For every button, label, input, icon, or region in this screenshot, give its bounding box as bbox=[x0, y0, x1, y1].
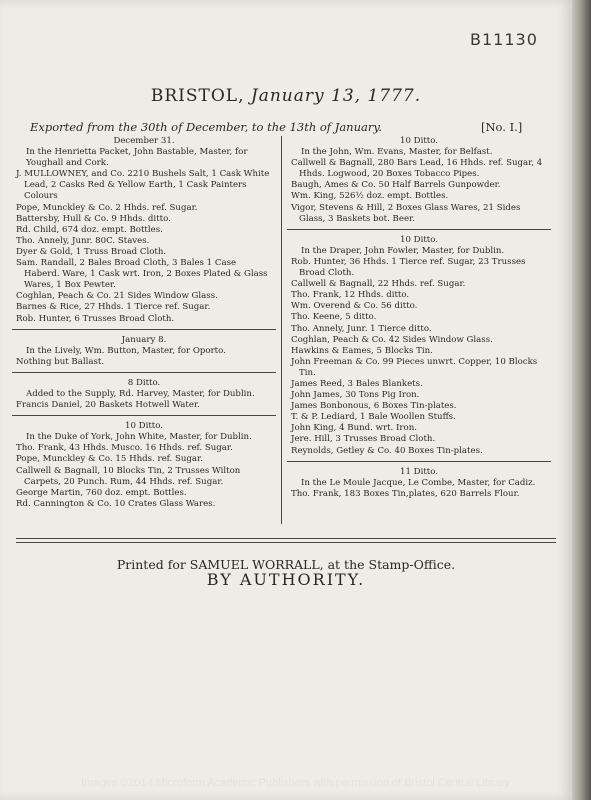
catalogue-mark: B11130 bbox=[470, 30, 538, 49]
section-date: 10 Ditto. bbox=[400, 136, 438, 146]
cargo-entry: Tho. Frank, 12 Hhds. ditto. bbox=[291, 290, 410, 301]
shipment-section bbox=[16, 378, 272, 411]
cargo-entry: Coghlan, Peach & Co. 42 Sides Window Glass. bbox=[291, 334, 493, 345]
cargo-entry: Callwell & Bagnall, 280 Bars Lead, 16 Hhds. ref. Sugar, 4 Hhds. Logwood, 20 Boxes Tobacco Pipes. bbox=[291, 158, 543, 180]
cargo-entry: Hawkins & Eames, 5 Blocks Tin. bbox=[291, 345, 433, 356]
page-subtitle: Exported from the 30th of December, to the 13th of January. bbox=[30, 120, 382, 134]
cargo-entry: Nothing but Ballast. bbox=[16, 356, 105, 367]
vessel-line: In the John, Wm. Evans, Master, for Belfast. bbox=[301, 147, 493, 158]
section-date: 10 Ditto. bbox=[125, 421, 163, 432]
cargo-entry: Callwell & Bagnall, 22 Hhds. ref. Sugar. bbox=[291, 279, 466, 290]
cargo-entry: Rob. Hunter, 36 Hhds. 1 Tierce ref. Sugar, 23 Trusses Broad Cloth. bbox=[291, 256, 526, 279]
page-title bbox=[0, 86, 572, 106]
shipment-section bbox=[16, 421, 272, 510]
cargo-entry: J. MULLOWNEY, and Co. 2210 Bushels Salt, 1 Cask White Lead, 2 Casks Red & Yellow Earth, 1 Cask Painters Colours bbox=[16, 169, 270, 202]
authority-line: BY AUTHORITY. bbox=[206, 570, 366, 589]
cargo-entry: Vigor, Stevens & Hill, 2 Boxes Glass Wares, 21 Sides Glass, 3 Baskets bot. Beer. bbox=[291, 202, 521, 224]
printer-line: Printed for SAMUEL WORRALL, at the Stamp-Office. bbox=[116, 557, 456, 572]
cargo-entry: James Bonbonous, 6 Boxes Tin-plates. bbox=[291, 401, 457, 412]
book-binding-edge bbox=[572, 0, 591, 800]
cargo-entry: Sam. Randall, 2 Bales Broad Cloth, 3 Bales 1 Case Haberd. Ware, 1 Cask wrt. Iron, 2 Boxes Plated & Glass Wares, 1 Box Pewter. bbox=[16, 258, 268, 291]
image-credit: Images ©2014 Microform Academic Publishers with permission of Bristol Central Library bbox=[81, 777, 510, 789]
section-date: January 8. bbox=[121, 334, 167, 345]
cargo-entry: Dyer & Gold, 1 Truss Broad Cloth. bbox=[16, 246, 167, 257]
title-date: January 13, 1777. bbox=[250, 86, 422, 106]
section-date: December 31. bbox=[113, 136, 175, 146]
cargo-entry: Rd. Cannington & Co. 10 Crates Glass Wares. bbox=[16, 498, 216, 509]
cargo-entry: Reynolds, Getley & Co. 40 Boxes Tin-plates. bbox=[291, 445, 483, 456]
vessel-line: In the Draper, John Fowler, Master, for Dublin. bbox=[301, 245, 505, 256]
cargo-entry: Tho. Frank, 43 Hhds. Musco. 16 Hhds. ref. Sugar. bbox=[16, 443, 233, 454]
vessel-line: In the Duke of York, John White, Master, for Dublin. bbox=[26, 432, 252, 443]
cargo-entry: Callwell & Bagnall, 10 Blocks Tin, 2 Trusses Wilton Carpets, 20 Punch. Rum, 44 Hhds. ref. Sugar. bbox=[16, 465, 241, 487]
bottom-rule-2 bbox=[16, 542, 556, 543]
cargo-entry: John Freeman & Co. 99 Pieces unwrt. Copper, 10 Blocks Tin. bbox=[291, 356, 538, 378]
cargo-entry: Rd. Child, 674 doz. empt. Bottles. bbox=[16, 224, 163, 235]
cargo-entry: John King, 4 Bund. wrt. Iron. bbox=[291, 423, 417, 434]
cargo-entry: T. & P. Lediard, 1 Bale Woollen Stuffs. bbox=[291, 412, 456, 423]
section-rule bbox=[12, 329, 276, 330]
cargo-entry: Francis Daniel, 20 Baskets Hotwell Water. bbox=[16, 400, 200, 411]
cargo-entry: Pope, Munckley & Co. 2 Hhds. ref. Sugar. bbox=[16, 202, 198, 213]
section-rule bbox=[12, 372, 276, 373]
section-date: 10 Ditto. bbox=[400, 234, 438, 245]
issue-number: [No. I.] bbox=[481, 120, 523, 134]
vessel-line: In the Le Moule Jacque, Le Combe, Master, for Cadiz. bbox=[301, 477, 536, 488]
cargo-entry: Tho. Frank, 183 Boxes Tin,plates, 620 Barrels Flour. bbox=[291, 488, 520, 499]
vessel-line: In the Henrietta Packet, John Bastable, Master, for Youghall and Cork. bbox=[26, 147, 248, 169]
shipment-section bbox=[16, 136, 272, 325]
cargo-entry: Pope, Munckley & Co. 15 Hhds. ref. Sugar. bbox=[16, 454, 203, 465]
shipment-section bbox=[291, 467, 547, 500]
section-rule bbox=[287, 229, 551, 230]
section-date: 8 Ditto. bbox=[127, 377, 161, 388]
title-place: BRISTOL, bbox=[150, 86, 245, 106]
cargo-entry: Barnes & Rice, 27 Hhds. 1 Tierce ref. Sugar. bbox=[16, 302, 211, 313]
vessel-line: Added to the Supply, Rd. Harvey, Master, for Dublin. bbox=[26, 388, 255, 399]
section-date: 11 Ditto. bbox=[400, 466, 438, 477]
cargo-entry: James Reed, 3 Bales Blankets. bbox=[291, 378, 423, 389]
cargo-entry: Tho. Annely, Junr. 80C. Staves. bbox=[16, 235, 150, 246]
column-divider bbox=[281, 136, 282, 524]
cargo-entry: Wm. Overend & Co. 56 ditto. bbox=[291, 301, 418, 312]
cargo-entry: Jere. Hill, 3 Trusses Broad Cloth. bbox=[291, 434, 436, 445]
bottom-rule-1 bbox=[16, 538, 556, 539]
cargo-entry: Tho. Keene, 5 ditto. bbox=[291, 312, 377, 323]
cargo-entry: Baugh, Ames & Co. 50 Half Barrels Gunpowder. bbox=[291, 180, 501, 191]
section-rule bbox=[12, 415, 276, 416]
cargo-entry: Rob. Hunter, 6 Trusses Broad Cloth. bbox=[16, 313, 175, 324]
shipment-section bbox=[291, 136, 547, 225]
right-column bbox=[291, 136, 547, 500]
vessel-line: In the Lively, Wm. Button, Master, for Oporto. bbox=[26, 345, 226, 356]
cargo-entry: Wm. King, 526½ doz. empt. Bottles. bbox=[291, 191, 449, 202]
left-column bbox=[16, 136, 272, 510]
cargo-entry: John James, 30 Tons Pig Iron. bbox=[291, 390, 420, 401]
shipment-section bbox=[291, 235, 547, 457]
cargo-entry: Battersby, Hull & Co. 9 Hhds. ditto. bbox=[16, 213, 171, 224]
cargo-entry: Tho. Annely, Junr. 1 Tierce ditto. bbox=[291, 323, 432, 334]
shipment-section bbox=[16, 335, 272, 368]
cargo-entry: Coghlan, Peach & Co. 21 Sides Window Glass. bbox=[16, 291, 218, 302]
cargo-entry: George Martin, 760 doz. empt. Bottles. bbox=[16, 487, 187, 498]
section-rule bbox=[287, 461, 551, 462]
